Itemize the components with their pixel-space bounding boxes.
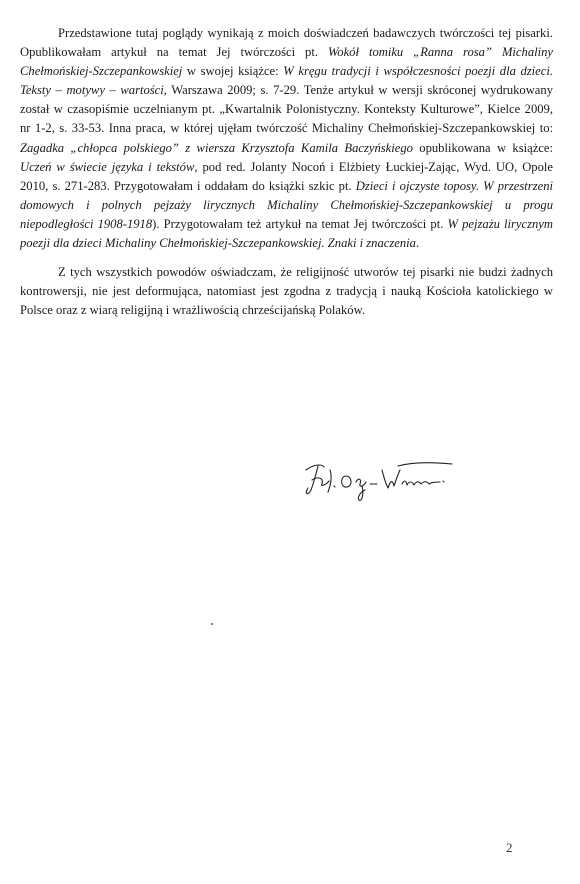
- text-segment: .: [415, 236, 420, 251]
- italic-title-segment: Dzieci i ojczyste toposy. W przestrzeni domowych i polnych pejzaży lirycznych Michaliny Chełmońskiej-Szczepankowskiej u progu niepodległości 1908-1918: [20, 178, 553, 231]
- body-text: [20, 24, 553, 320]
- text-segment: , Warszawa 2009; s. 7-29. Tenże artykuł w wersji skróconej wydrukowany został w czasopiśmie uczelnianym pt. „Kwartalnik Polonistyczny. Konteksty Kulturowe”, Kielce 2009, nr 1-2, s. 33-53. Inna praca, w której ujęłam twórczość Michaliny Chełmońskiej-Szczepankowskiej to:: [20, 83, 553, 136]
- italic-title-segment: W pejzażu lirycznym poezji dla dzieci Michaliny Chełmońskiej-Szczepankowskiej. Znaki i znaczenia: [20, 216, 553, 251]
- text-segment: ). Przygotowałam też artykuł na temat Jej twórczości pt.: [152, 216, 448, 231]
- handwritten-signature: [302, 456, 467, 504]
- text-segment: opublikowana w książce:: [412, 140, 553, 155]
- text-segment: w swojej książce:: [182, 64, 284, 79]
- paragraph-declaration: Z tych wszystkich powodów oświadczam, że religijność utworów tej pisarki nie budzi żadnych kontrowersji, nie jest deformująca, natomiast jest zgodna z tradycją i nauką Kościoła katolickiego w Polsce oraz z wiarą religijną i wrażliwością chrześcijańską Polaków.: [20, 265, 553, 318]
- text-segment: Przedstawione tutaj poglądy wynikają z moich doświadczeń badawczych twórczości tej pisarki. Opublikowałam artykuł na temat Jej twórczości pt.: [20, 26, 553, 60]
- paragraph-publications: [20, 24, 553, 253]
- italic-title-segment: W kręgu tradycji i współczesności poezji dla dzieci. Teksty – motywy – wartości: [20, 64, 554, 98]
- italic-title-segment: Wokół tomiku „Ranna rosa” Michaliny Chełmońskiej-Szczepankowskiej: [20, 45, 553, 79]
- scan-speck: [211, 623, 213, 625]
- italic-title-segment: Zagadka „chłopca polskiego” z wiersza Krzysztofa Kamila Baczyńskiego: [20, 140, 413, 155]
- italic-title-segment: Uczeń w świecie języka i tekstów: [20, 159, 195, 174]
- page-number: 2: [506, 840, 513, 855]
- text-segment: , pod red. Jolanty Nocoń i Elżbiety Łuckiej-Zając, Wyd. UO, Opole 2010, s. 271-283. Przygotowałam i oddałam do książki szkic pt.: [20, 159, 553, 193]
